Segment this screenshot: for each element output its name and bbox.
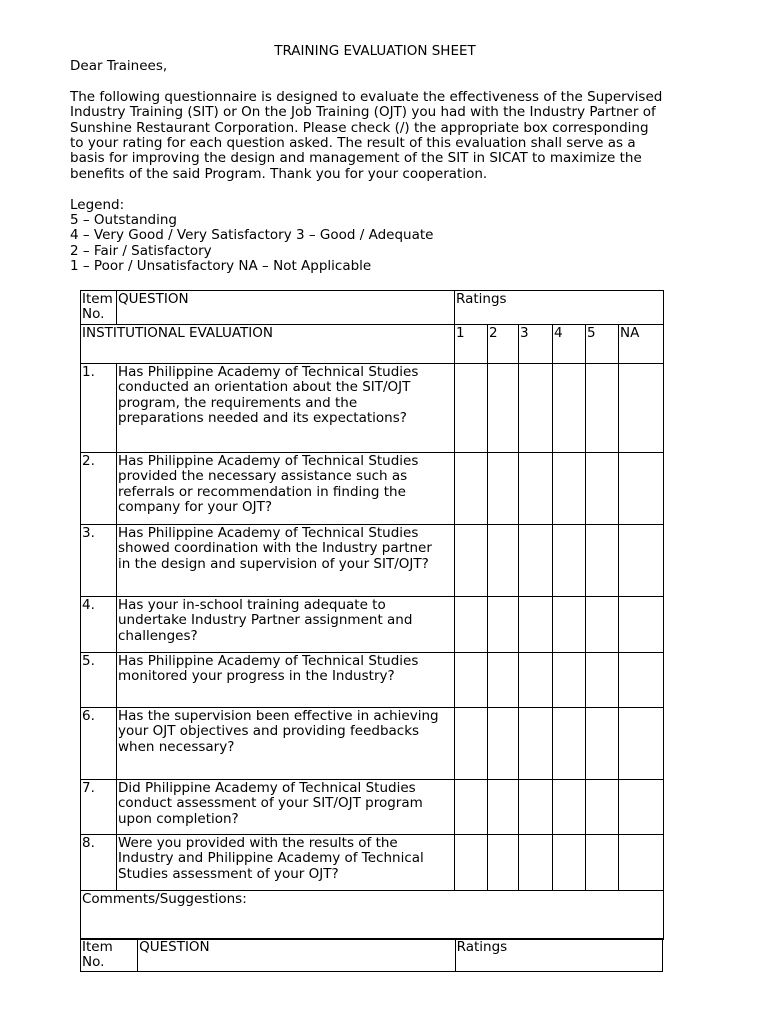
rating-checkbox-cell[interactable] (619, 708, 664, 780)
question-row (81, 453, 664, 525)
item-number: 2. (81, 453, 117, 525)
question-row (81, 525, 664, 597)
rating-checkbox-cell[interactable] (519, 835, 553, 891)
item-number: 4. (81, 597, 117, 653)
item-no-header (81, 939, 138, 972)
intro-line: Sunshine Restaurant Corporation. Please check (/) the appropriate box corresponding (70, 119, 649, 136)
table-header-row (81, 291, 664, 325)
rating-checkbox-cell[interactable] (586, 453, 619, 525)
intro-line: benefits of the said Program. Thank you for your cooperation. (70, 165, 488, 182)
question-row (81, 597, 664, 653)
rating-checkbox-cell[interactable] (519, 708, 553, 780)
rating-checkbox-cell[interactable] (553, 525, 586, 597)
question-header: QUESTION (138, 939, 456, 972)
rating-checkbox-cell[interactable] (519, 653, 553, 708)
ratings-header: Ratings (455, 939, 662, 972)
question-line: preparations needed and its expectations? (118, 410, 407, 427)
rating-col-header: 1 (455, 325, 488, 364)
question-line: Has Philippine Academy of Technical Studies (118, 653, 419, 669)
intro-line: Industry Training (SIT) or On the Job Training (OJT) you had with the Industry Partner of (70, 104, 656, 121)
question-line: upon completion? (118, 810, 239, 827)
rating-checkbox-cell[interactable] (488, 453, 519, 525)
question-header: QUESTION (117, 291, 455, 325)
item-number: 6. (81, 708, 117, 780)
rating-checkbox-cell[interactable] (586, 835, 619, 891)
question-line: referrals or recommendation in finding the (118, 483, 406, 500)
rating-checkbox-cell[interactable] (455, 453, 488, 525)
rating-checkbox-cell[interactable] (455, 653, 488, 708)
legend-heading: Legend: (70, 196, 125, 213)
ratings-header: Ratings (455, 291, 664, 325)
question-text (117, 835, 455, 891)
rating-checkbox-cell[interactable] (619, 453, 664, 525)
rating-col-header: 2 (488, 325, 519, 364)
intro-line: The following questionnaire is designed to evaluate the effectiveness of the Supervised (70, 88, 663, 105)
question-line: Has the supervision been effective in achieving (118, 708, 439, 724)
rating-checkbox-cell[interactable] (519, 453, 553, 525)
question-row (81, 653, 664, 708)
rating-checkbox-cell[interactable] (488, 597, 519, 653)
question-line: conduct assessment of your SIT/OJT program (118, 795, 423, 812)
no-header-label: No. (82, 954, 105, 971)
rating-checkbox-cell[interactable] (455, 780, 488, 835)
legend-line: 5 – Outstanding (70, 212, 177, 229)
no-header-label: No. (82, 306, 105, 323)
item-number: 5. (81, 653, 117, 708)
legend-line: 4 – Very Good / Very Satisfactory 3 – Good / Adequate (70, 227, 434, 244)
question-line: conducted an orientation about the SIT/OJT (118, 379, 411, 396)
question-text (117, 525, 455, 597)
rating-checkbox-cell[interactable] (619, 364, 664, 453)
item-number: 3. (81, 525, 117, 597)
question-line: Did Philippine Academy of Technical Studies (118, 780, 416, 796)
rating-col-header: 5 (586, 325, 619, 364)
rating-checkbox-cell[interactable] (488, 653, 519, 708)
rating-checkbox-cell[interactable] (455, 597, 488, 653)
rating-col-header: 4 (553, 325, 586, 364)
greeting: Dear Trainees, (70, 58, 168, 74)
rating-checkbox-cell[interactable] (553, 835, 586, 891)
question-line: Studies assessment of your OJT? (118, 865, 339, 882)
table-header-row (81, 939, 663, 972)
question-line: Has Philippine Academy of Technical Studies (118, 364, 419, 380)
question-line: provided the necessary assistance such as (118, 468, 408, 485)
page-title: TRAINING EVALUATION SHEET (274, 43, 476, 59)
rating-checkbox-cell[interactable] (519, 525, 553, 597)
section-row (81, 325, 664, 364)
item-no-header (81, 291, 117, 325)
question-line: Has your in-school training adequate to (118, 597, 386, 613)
comments-field[interactable]: Comments/Suggestions: (81, 891, 664, 940)
rating-col-header: NA (619, 325, 664, 364)
question-line: showed coordination with the Industry partner (118, 540, 432, 557)
rating-checkbox-cell[interactable] (586, 525, 619, 597)
rating-checkbox-cell[interactable] (455, 364, 488, 453)
legend-line: 1 – Poor / Unsatisfactory NA – Not Applicable (70, 258, 372, 275)
item-number: 7. (81, 780, 117, 835)
question-line: Industry and Philippine Academy of Technical (118, 850, 424, 867)
rating-checkbox-cell[interactable] (455, 525, 488, 597)
rating-checkbox-cell[interactable] (455, 708, 488, 780)
intro-line: basis for improving the design and management of the SIT in SICAT to maximize the (70, 150, 642, 167)
rating-checkbox-cell[interactable] (553, 653, 586, 708)
question-line: Were you provided with the results of the (118, 835, 398, 851)
question-line: company for your OJT? (118, 499, 273, 516)
rating-checkbox-cell[interactable] (553, 453, 586, 525)
rating-checkbox-cell[interactable] (586, 653, 619, 708)
question-line: when necessary? (118, 738, 235, 755)
question-text (117, 780, 455, 835)
question-line: in the design and supervision of your SIT/OJT? (118, 555, 429, 572)
rating-checkbox-cell[interactable] (553, 780, 586, 835)
rating-checkbox-cell[interactable] (586, 708, 619, 780)
rating-checkbox-cell[interactable] (488, 364, 519, 453)
rating-checkbox-cell[interactable] (519, 364, 553, 453)
rating-checkbox-cell[interactable] (619, 525, 664, 597)
rating-checkbox-cell[interactable] (488, 708, 519, 780)
rating-checkbox-cell[interactable] (619, 597, 664, 653)
question-line: Has Philippine Academy of Technical Studies (118, 453, 419, 469)
rating-checkbox-cell[interactable] (488, 835, 519, 891)
item-header-label: Item (82, 939, 113, 955)
evaluation-table (80, 290, 664, 940)
question-line: your OJT objectives and providing feedbacks (118, 723, 420, 740)
question-text (117, 453, 455, 525)
item-header-label: Item (82, 291, 113, 307)
item-number: 8. (81, 835, 117, 891)
item-number: 1. (81, 364, 117, 453)
section-label: INSTITUTIONAL EVALUATION (81, 325, 455, 364)
rating-checkbox-cell[interactable] (619, 653, 664, 708)
question-row (81, 780, 664, 835)
intro-line: to your rating for each question asked. The result of this evaluation shall serve as a (70, 135, 636, 152)
question-line: undertake Industry Partner assignment and (118, 612, 413, 629)
rating-checkbox-cell[interactable] (586, 364, 619, 453)
rating-checkbox-cell[interactable] (586, 780, 619, 835)
rating-checkbox-cell[interactable] (619, 780, 664, 835)
rating-col-header: 3 (519, 325, 553, 364)
question-text (117, 708, 455, 780)
question-row (81, 364, 664, 453)
intro-block (70, 59, 710, 275)
comments-row (81, 891, 664, 940)
rating-checkbox-cell[interactable] (586, 597, 619, 653)
rating-checkbox-cell[interactable] (488, 525, 519, 597)
rating-checkbox-cell[interactable] (519, 780, 553, 835)
question-text (117, 653, 455, 708)
question-text (117, 597, 455, 653)
legend-line: 2 – Fair / Satisfactory (70, 242, 212, 259)
rating-checkbox-cell[interactable] (553, 364, 586, 453)
rating-checkbox-cell[interactable] (488, 780, 519, 835)
question-row (81, 835, 664, 891)
rating-checkbox-cell[interactable] (455, 835, 488, 891)
evaluation-table-continued (80, 938, 663, 972)
question-text (117, 364, 455, 453)
rating-checkbox-cell[interactable] (553, 597, 586, 653)
rating-checkbox-cell[interactable] (519, 597, 553, 653)
question-line: Has Philippine Academy of Technical Studies (118, 525, 419, 541)
question-line: monitored your progress in the Industry? (118, 668, 395, 685)
rating-checkbox-cell[interactable] (553, 708, 586, 780)
question-line: program, the requirements and the (118, 394, 358, 411)
question-line: challenges? (118, 627, 198, 644)
rating-checkbox-cell[interactable] (619, 835, 664, 891)
question-row (81, 708, 664, 780)
